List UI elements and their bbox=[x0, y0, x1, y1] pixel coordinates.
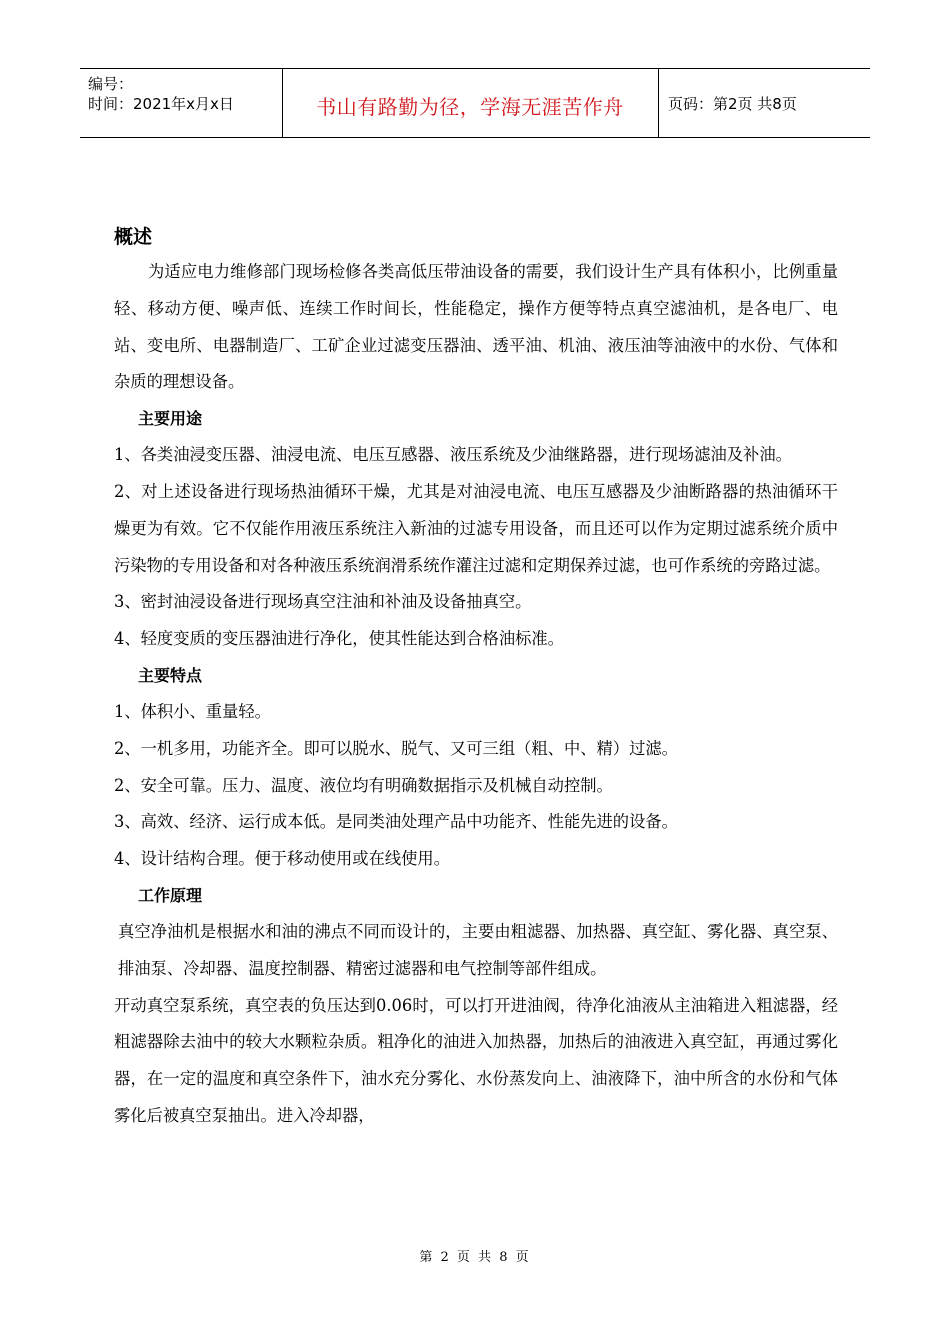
feature-item: 2、一机多用，功能齐全。即可以脱水、脱气、又可三组（粗、中、精）过滤。 bbox=[114, 738, 678, 758]
page-header bbox=[80, 68, 870, 138]
features-heading: 主要特点 bbox=[138, 665, 203, 685]
page-code-label: 页码：第2页 共8页 bbox=[668, 95, 797, 113]
document-time-label: 时间：2021年x月x日 bbox=[88, 95, 234, 113]
header-page-cell bbox=[658, 69, 870, 137]
header-motto-cell bbox=[282, 69, 659, 137]
principle-heading: 工作原理 bbox=[138, 885, 203, 905]
feature-item: 4、设计结构合理。便于移动使用或在线使用。 bbox=[114, 849, 450, 869]
principle-paragraph: 真空净油机是根据水和油的沸点不同而设计的，主要由粗滤器、加热器、真空缸、雾化器、真空泵、排油泵、冷却器、温度控制器、精密过滤器和电气控制等部件组成。 bbox=[118, 921, 838, 978]
document-number-label: 编号： bbox=[88, 75, 134, 93]
page-footer: 第 2 页 共 8 页 bbox=[419, 1250, 531, 1265]
uses-item: 1、各类油浸变压器、油浸电流、电压互感器、液压系统及少油继路器，进行现场滤油及补油。 bbox=[114, 445, 792, 465]
uses-item: 2、对上述设备进行现场热油循环干燥，尤其是对油浸电流、电压互感器及少油断路器的热油循环干燥更为有效。它不仅能作用液压系统注入新油的过滤专用设备，而且还可以作为定期过滤系统介质中污染物的专用设备和对各种液压系统润滑系统作灌注过滤和定期保养过滤，也可作系统的旁路过滤。 bbox=[114, 481, 838, 575]
overview-paragraph: 为适应电力维修部门现场检修各类高低压带油设备的需要，我们设计生产具有体积小，比例重量轻、移动方便、噪声低、连续工作时间长，性能稳定，操作方便等特点真空滤油机，是各电厂、电站、变电所、电器制造厂、工矿企业过滤变压器油、透平油、机油、液压油等油液中的水份、气体和杂质的理想设备。 bbox=[114, 262, 838, 392]
feature-item: 2、安全可靠。压力、温度、液位均有明确数据指示及机械自动控制。 bbox=[114, 775, 613, 795]
feature-item: 3、高效、经济、运行成本低。是同类油处理产品中功能齐、性能先进的设备。 bbox=[114, 812, 678, 832]
header-info-cell bbox=[80, 69, 283, 137]
overview-heading: 概述 bbox=[114, 226, 153, 248]
uses-item: 4、轻度变质的变压器油进行净化，使其性能达到合格油标准。 bbox=[114, 629, 564, 649]
feature-item: 1、体积小、重量轻。 bbox=[114, 701, 271, 721]
uses-heading: 主要用途 bbox=[138, 409, 203, 429]
uses-item: 3、密封油浸设备进行现场真空注油和补油及设备抽真空。 bbox=[114, 592, 532, 612]
document-body bbox=[114, 220, 838, 1135]
principle-paragraph: 开动真空泵系统，真空表的负压达到0.06时，可以打开进油阀，待净化油液从主油箱进入粗滤器，经粗滤器除去油中的较大水颗粒杂质。粗净化的油进入加热器，加热后的油液进入真空缸，再通过雾化器，在一定的温度和真空条件下，油水充分雾化、水份蒸发向上、油液降下，油中所含的水份和气体雾化后被真空泵抽出。进入冷却器， bbox=[114, 995, 838, 1125]
motto-text: 书山有路勤为径，学海无涯苦作舟 bbox=[316, 95, 624, 119]
